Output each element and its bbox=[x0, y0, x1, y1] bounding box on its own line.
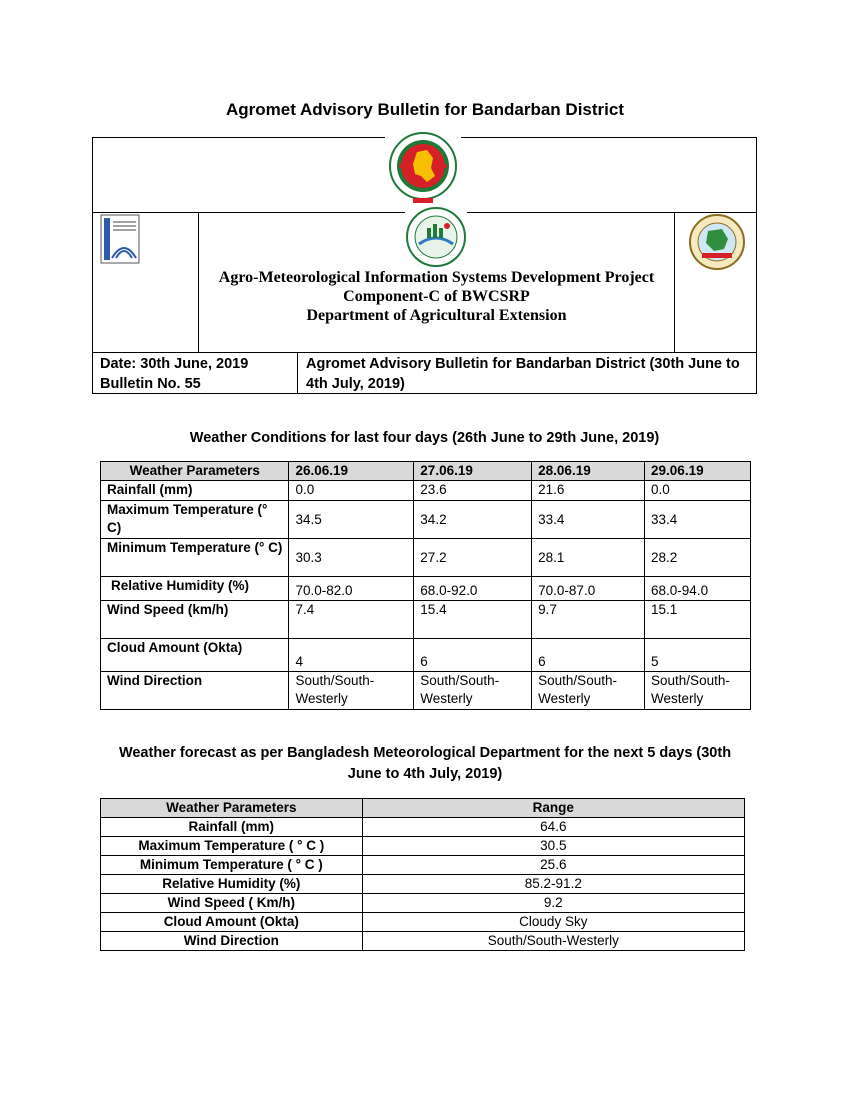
parameter-cell: Relative Humidity (%) bbox=[101, 577, 289, 601]
value-cell: 85.2-91.2 bbox=[362, 875, 744, 894]
header-center-cell bbox=[199, 212, 674, 352]
column-header: 26.06.19 bbox=[289, 462, 414, 481]
bulletin-date: Date: 30th June, 2019 bbox=[100, 356, 249, 372]
project-line-2: Component-C of BWCSRP bbox=[343, 288, 530, 305]
table-row bbox=[101, 818, 745, 837]
value-cell: 30.3 bbox=[289, 539, 414, 577]
column-header: 29.06.19 bbox=[645, 462, 751, 481]
parameter-cell: Wind Direction bbox=[101, 932, 363, 951]
header-right-logo-cell bbox=[674, 212, 757, 352]
value-cell: South/South-Westerly bbox=[289, 672, 414, 710]
parameter-cell: Cloud Amount (Okta) bbox=[101, 913, 363, 932]
bmd-logo-icon bbox=[100, 214, 140, 264]
value-cell: 15.1 bbox=[645, 601, 751, 639]
table-row bbox=[101, 481, 751, 501]
value-cell: 6 bbox=[414, 639, 532, 672]
value-cell: 7.4 bbox=[289, 601, 414, 639]
value-cell: 68.0-94.0 bbox=[645, 577, 751, 601]
parameter-cell: Cloud Amount (Okta) bbox=[101, 639, 289, 672]
value-cell: 25.6 bbox=[362, 856, 744, 875]
table-row bbox=[101, 856, 745, 875]
parameter-cell: Maximum Temperature (° C) bbox=[101, 501, 289, 539]
value-cell: 28.1 bbox=[532, 539, 645, 577]
value-cell: South/South-Westerly bbox=[645, 672, 751, 710]
value-cell: 64.6 bbox=[362, 818, 744, 837]
value-cell: 4 bbox=[289, 639, 414, 672]
bulletin-number: Bulletin No. 55 bbox=[100, 376, 201, 392]
value-cell: 33.4 bbox=[645, 501, 751, 539]
value-cell: 6 bbox=[532, 639, 645, 672]
table-header-row bbox=[101, 462, 751, 481]
header-left-logo-cell bbox=[93, 212, 199, 352]
parameter-cell: Wind Speed (km/h) bbox=[101, 601, 289, 639]
bulletin-title-cell: Agromet Advisory Bulletin for Bandarban District (30th June to 4th July, 2019) bbox=[306, 356, 740, 392]
value-cell: 23.6 bbox=[414, 481, 532, 501]
value-cell: 33.4 bbox=[532, 501, 645, 539]
parameter-cell: Maximum Temperature ( ° C ) bbox=[101, 837, 363, 856]
value-cell: 0.0 bbox=[645, 481, 751, 501]
table-row bbox=[101, 639, 751, 672]
value-cell: South/South-Westerly bbox=[532, 672, 645, 710]
table-row bbox=[101, 601, 751, 639]
value-cell: 34.5 bbox=[289, 501, 414, 539]
parameter-cell: Wind Speed ( Km/h) bbox=[101, 894, 363, 913]
project-line-1: Agro-Meteorological Information Systems Development Project bbox=[218, 269, 655, 286]
value-cell: 15.4 bbox=[414, 601, 532, 639]
header-box bbox=[92, 137, 757, 394]
table-row bbox=[101, 501, 751, 539]
parameter-cell: Rainfall (mm) bbox=[101, 481, 289, 501]
parameter-cell: Rainfall (mm) bbox=[101, 818, 363, 837]
value-cell: 70.0-82.0 bbox=[289, 577, 414, 601]
project-line-3: Department of Agricultural Extension bbox=[306, 307, 567, 324]
value-cell: 70.0-87.0 bbox=[532, 577, 645, 601]
project-title-block bbox=[199, 268, 674, 325]
value-cell: 9.7 bbox=[532, 601, 645, 639]
parameter-cell: Wind Direction bbox=[101, 672, 289, 710]
dae-seal-icon bbox=[405, 206, 467, 268]
value-cell: 28.2 bbox=[645, 539, 751, 577]
value-cell: Cloudy Sky bbox=[362, 913, 744, 932]
parameter-cell: Relative Humidity (%) bbox=[101, 875, 363, 894]
column-header: Weather Parameters bbox=[101, 462, 289, 481]
value-cell: 5 bbox=[645, 639, 751, 672]
value-cell: 34.2 bbox=[414, 501, 532, 539]
weather-conditions-table bbox=[100, 461, 751, 710]
value-cell: 9.2 bbox=[362, 894, 744, 913]
header-middle-row bbox=[93, 212, 756, 353]
conditions-heading: Weather Conditions for last four days (26th June to 29th June, 2019) bbox=[189, 430, 660, 446]
table-row bbox=[101, 894, 745, 913]
bangladesh-government-seal-icon bbox=[385, 132, 461, 208]
table-row bbox=[101, 932, 745, 951]
column-header: Range bbox=[362, 799, 744, 818]
value-cell: South/South-Westerly bbox=[414, 672, 532, 710]
page-title: Agromet Advisory Bulletin for Bandarban District bbox=[226, 100, 624, 119]
parameter-cell: Minimum Temperature ( ° C ) bbox=[101, 856, 363, 875]
parameter-cell: Minimum Temperature (° C) bbox=[101, 539, 289, 577]
table-header-row bbox=[101, 799, 745, 818]
value-cell: South/South-Westerly bbox=[362, 932, 744, 951]
date-cell bbox=[93, 352, 298, 393]
table-row bbox=[101, 913, 745, 932]
value-cell: 30.5 bbox=[362, 837, 744, 856]
table-row bbox=[101, 539, 751, 577]
table-row bbox=[101, 577, 751, 601]
value-cell: 68.0-92.0 bbox=[414, 577, 532, 601]
bwcsrp-logo-icon bbox=[688, 213, 746, 271]
value-cell: 27.2 bbox=[414, 539, 532, 577]
table-row bbox=[101, 837, 745, 856]
column-header: 28.06.19 bbox=[532, 462, 645, 481]
forecast-heading: Weather forecast as per Bangladesh Meteorological Department for the next 5 days (30th June to 4th July, 2019) bbox=[118, 745, 732, 782]
table-row bbox=[101, 672, 751, 710]
column-header: Weather Parameters bbox=[101, 799, 363, 818]
table-row bbox=[101, 875, 745, 894]
value-cell: 0.0 bbox=[289, 481, 414, 501]
value-cell: 21.6 bbox=[532, 481, 645, 501]
weather-forecast-table bbox=[100, 798, 745, 951]
header-info-row bbox=[93, 352, 756, 393]
column-header: 27.06.19 bbox=[414, 462, 532, 481]
